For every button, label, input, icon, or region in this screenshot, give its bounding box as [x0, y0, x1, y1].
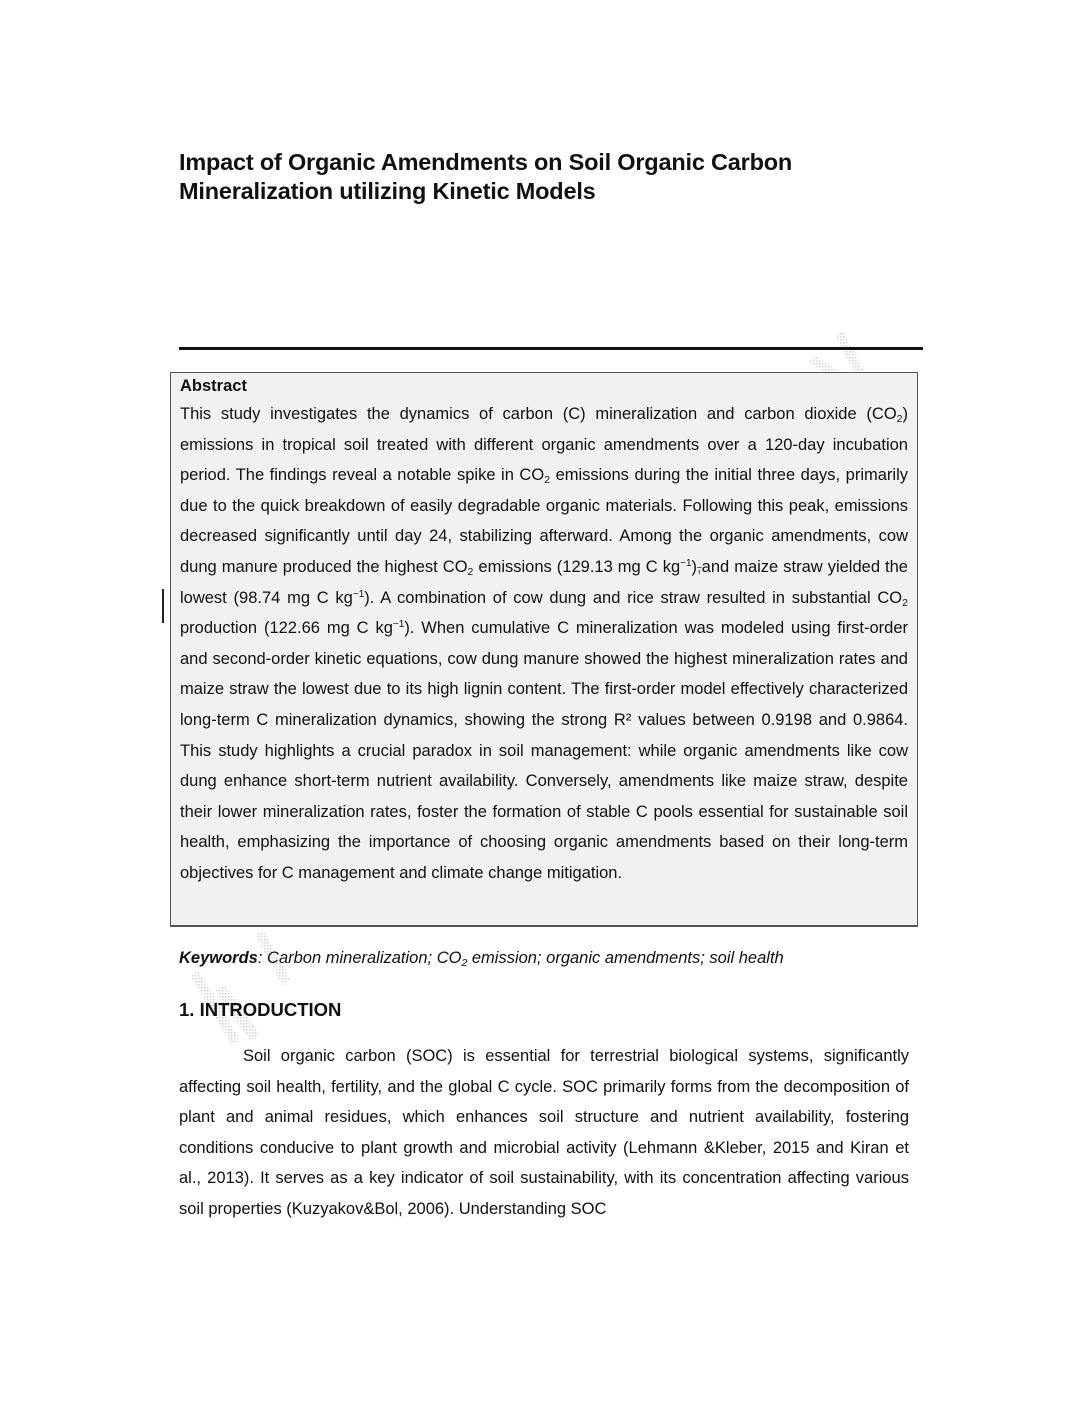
- abstract-box: [170, 372, 918, 927]
- section-heading-introduction: 1. INTRODUCTION: [179, 999, 342, 1020]
- keywords-label: Keywords: [179, 949, 258, 967]
- abstract-text: This study investigates the dynamics of carbon (C) mineralization and carbon dioxide $(CO_2)$ emissions in tropical soil treated with different organic amendments over a 120-day incubation period. The findings reveal a notable spike in $CO_2$ emissions during the initial three days, primarily due to the quick breakdown of easily degradable organic materials. Following this peak, emissions decreased significantly until day 24, stabilizing afterward. Among the organic amendments, cow dung manure produced the highest $CO_2$ emissions (129.13 mg C $kg^{-1}),and$ maize straw yielded the lowest (98.74 mg C $kg^{-1}$). A combination of cow dung and rice straw resulted in substantial $CO_2$ production (122.66 mg C $kg^{-1}$). When cumulative C mineralization was modeled using first-order and second-order kinetic equations, cow dung manure showed the highest mineralization rates and maize straw the lowest due to its high lignin content. The first-order model effectively characterized long-term C mineralization dynamics, showing the strong R² values between 0.9198 and 0.9864. This study highlights a crucial paradox in soil management: while organic amendments like cow dung enhance short-term nutrient availability. Conversely, amendments like maize straw, despite their lower mineralization rates, foster the formation of stable C pools essential for sustainable soil health, emphasizing the importance of choosing organic amendments based on their long-term objectives for C management and climate change mitigation.: [180, 405, 909, 882]
- title-line-2: Mineralization utilizing Kinetic Models: [179, 178, 596, 204]
- introduction-paragraph: Soil organic carbon (SOC) is essential for terrestrial biological systems, significantly affecting soil health, fertility, and the global C cycle. SOC primarily forms from the decomposition of plant and animal residues, which enhances soil structure and nutrient availability, fostering conditions conducive to plant growth and microbial activity (Lehmann &Kleber, 2015 and Kiran et al., 2013). It serves as a key indicator of soil sustainability, with its concentration affecting various soil properties (Kuzyakov&Bol, 2006). Understanding SOC: [179, 1047, 909, 1218]
- tracked-deletion: ,: [697, 557, 702, 576]
- title-line-1: Impact of Organic Amendments on Soil Organic Carbon: [179, 149, 793, 175]
- paper-title: [179, 148, 939, 206]
- abstract-heading: Abstract: [180, 377, 247, 395]
- keywords: Keywords: Carbon mineralization; $CO_2$ emission; organic amendments; soil health: [179, 949, 784, 969]
- title-divider: [179, 347, 923, 350]
- change-bar: [162, 589, 164, 623]
